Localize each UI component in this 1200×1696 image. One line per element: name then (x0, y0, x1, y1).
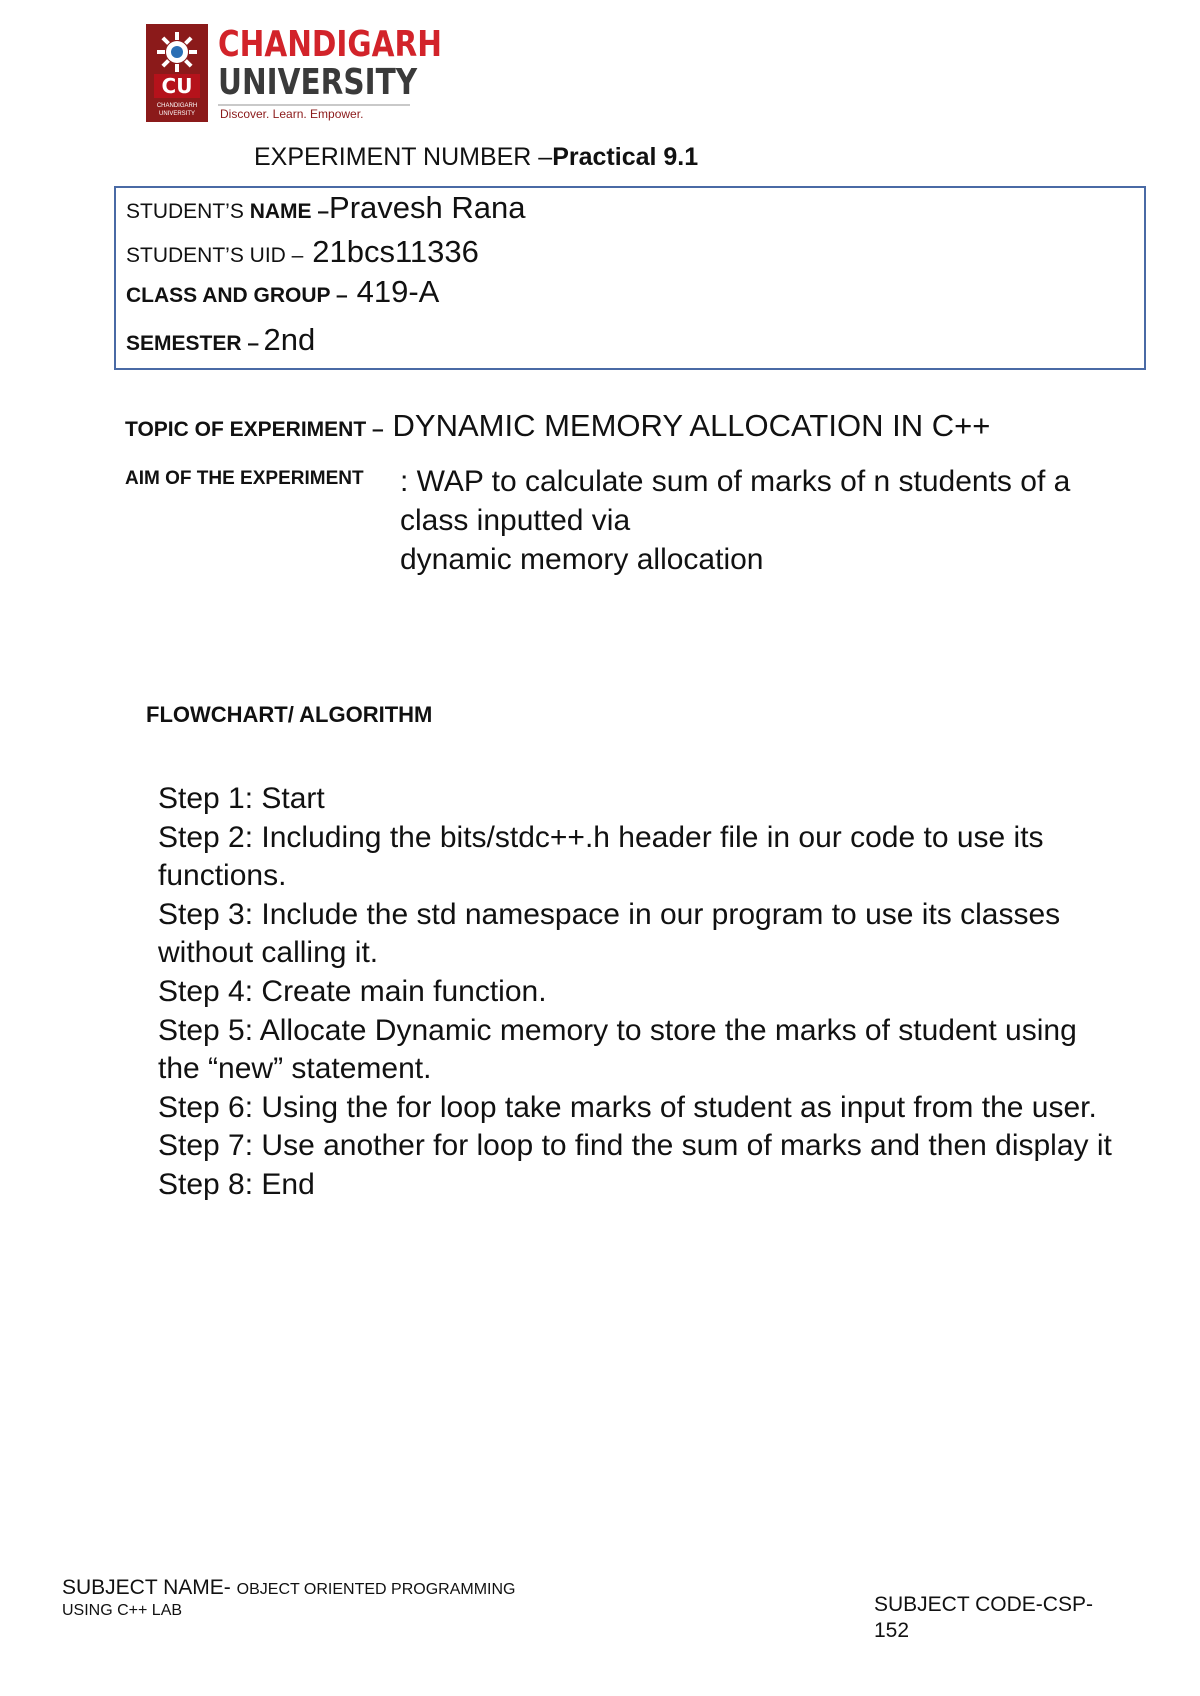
algorithm-step: Step 2: Including the bits/stdc++.h header file in our code to use its (158, 820, 1044, 854)
topic-label: TOPIC OF EXPERIMENT – (125, 418, 384, 441)
student-uid-row (126, 234, 479, 270)
logo-emblem (146, 24, 208, 122)
algorithm-step: functions. (158, 859, 287, 893)
subject-name-value-cont: USING C++ LAB (62, 1602, 183, 1619)
class-group-row (126, 274, 439, 310)
aim-text (400, 462, 1160, 579)
footer-subject-code (874, 1592, 1093, 1644)
student-name-row (126, 190, 526, 226)
algorithm-step: Step 8: End (158, 1167, 315, 1201)
aim-line: dynamic memory allocation (400, 543, 764, 576)
subject-name-label: SUBJECT NAME- (62, 1576, 231, 1599)
algorithm-step: without calling it. (158, 936, 379, 970)
semester-value: 2nd (263, 322, 316, 357)
logo-tagline: Discover. Learn. Empower. (220, 107, 364, 121)
flowchart-heading: FLOWCHART/ ALGORITHM (146, 702, 433, 727)
gear-emblem-icon (155, 30, 199, 74)
algorithm-step: Step 1: Start (158, 782, 325, 815)
semester-row (126, 322, 315, 358)
class-group-label: CLASS AND GROUP – (126, 284, 348, 307)
topic-row (125, 408, 990, 444)
student-uid-value: 21bcs11336 (312, 234, 479, 269)
algorithm-steps (158, 780, 1198, 1205)
aim-label: AIM OF THE EXPERIMENT (125, 468, 364, 489)
student-uid-label: STUDENT’S UID – (126, 244, 304, 267)
semester-label: SEMESTER – (126, 332, 260, 355)
student-info-box (114, 186, 1146, 370)
footer-subject-name (62, 1576, 516, 1620)
experiment-number-value: Practical 9.1 (552, 143, 699, 171)
logo-divider (218, 104, 410, 106)
algorithm-step: the “new” statement. (158, 1052, 432, 1086)
logo-word-chandigarh: CHANDIGARH (218, 24, 442, 65)
aim-line: : WAP to calculate sum of marks of n students of a (400, 465, 1071, 498)
student-name-value: Pravesh Rana (329, 190, 526, 225)
algorithm-step: Step 4: Create main function. (158, 974, 547, 1008)
algorithm-step: Step 6: Using the for loop take marks of student as input from the user. (158, 1090, 1097, 1124)
topic-value: DYNAMIC MEMORY ALLOCATION IN C++ (392, 408, 991, 443)
algorithm-step: Step 3: Include the std namespace in our program to use its classes (158, 897, 1061, 931)
student-name-label-b: NAME – (249, 200, 330, 223)
logo-mini-text: CHANDIGARH UNIVERSITY (156, 103, 198, 117)
subject-name-value: OBJECT ORIENTED PROGRAMMING (236, 1581, 516, 1598)
algorithm-step: Step 5: Allocate Dynamic memory to store the marks of student using (158, 1013, 1077, 1047)
logo-mark: CU (154, 74, 200, 98)
experiment-number (254, 143, 698, 172)
subject-code-line: 152 (874, 1619, 910, 1642)
aim-line: class inputted via (400, 504, 631, 537)
algorithm-step: Step 7: Use another for loop to find the sum of marks and then display it (158, 1129, 1112, 1163)
logo-word-university: UNIVERSITY (218, 62, 418, 103)
subject-code-line: SUBJECT CODE-CSP- (874, 1593, 1093, 1616)
experiment-number-label: EXPERIMENT NUMBER – (254, 143, 553, 171)
class-group-value: 419-A (356, 274, 440, 309)
student-name-label-a: STUDENT’S (126, 200, 244, 223)
university-logo (146, 24, 442, 124)
